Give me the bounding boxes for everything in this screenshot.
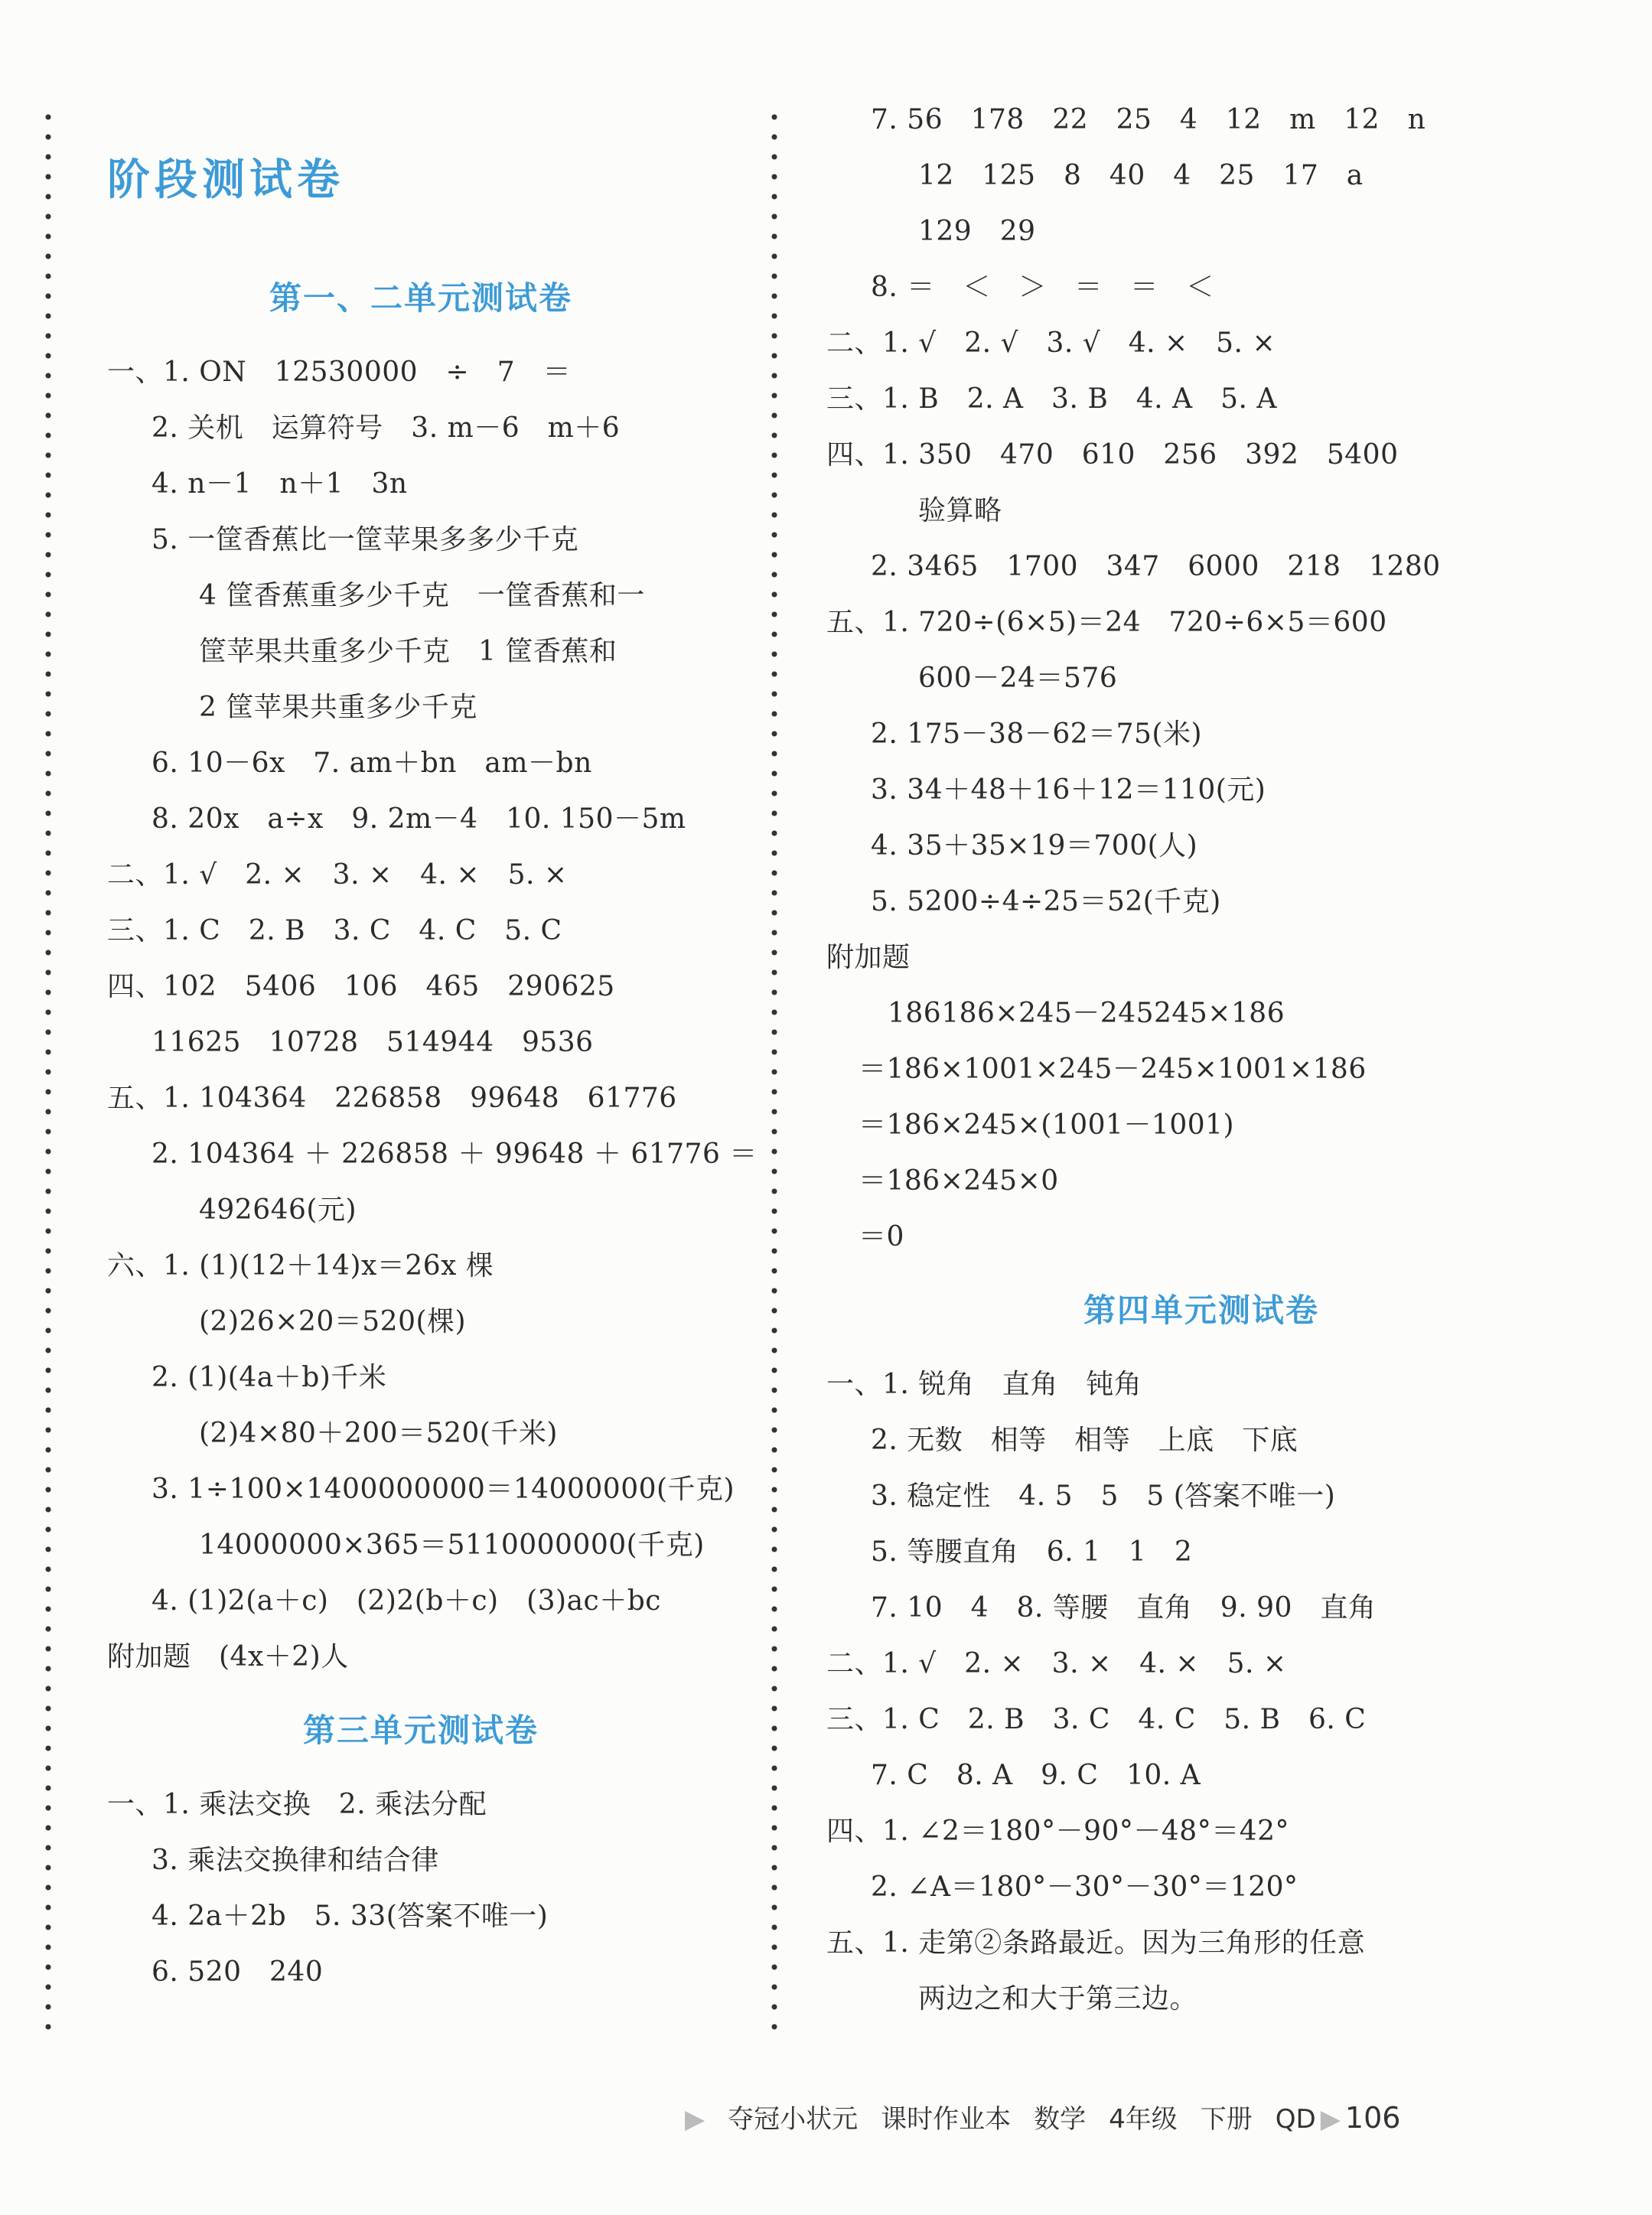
answer-line: 附加题 (4x＋2)人 <box>107 1641 349 1673</box>
answer-line: 两边之和大于第三边。 <box>918 1983 1198 2015</box>
left-binding-dots <box>43 107 54 2043</box>
answer-line: 2. ∠A＝180°－30°－30°＝120° <box>871 1871 1298 1903</box>
answer-line: 6. 10－6x 7. am＋bn am－bn <box>152 748 592 779</box>
answer-line: 3. 1÷100×1400000000＝14000000(千克) <box>152 1474 735 1505</box>
answer-line: 4. n－1 n＋1 3n <box>152 468 408 500</box>
answer-line: 二、1. √ 2. × 3. × 4. × 5. × <box>107 859 568 891</box>
answer-line: 2. 3465 1700 347 6000 218 1280 <box>871 551 1441 582</box>
answer-line: 一、1. ON 12530000 ÷ 7 ＝ <box>107 357 572 388</box>
answer-line: 2 筐苹果共重多少千克 <box>199 692 477 723</box>
answer-line: 验算略 <box>918 495 1002 526</box>
answer-line: 四、1. 350 470 610 256 392 5400 <box>826 439 1399 471</box>
page-title: 阶段测试卷 <box>107 155 344 205</box>
answer-line: ＝186×245×(1001－1001) <box>859 1109 1235 1141</box>
answer-line: ＝186×1001×245－245×1001×186 <box>859 1054 1367 1085</box>
answer-line: 7. 10 4 8. 等腰 直角 9. 90 直角 <box>871 1592 1377 1624</box>
answer-line: 4. (1)2(a＋c) (2)2(b＋c) (3)ac＋bc <box>152 1585 661 1617</box>
answer-line: 2. 无数 相等 相等 上底 下底 <box>871 1425 1298 1456</box>
answer-line: 三、1. C 2. B 3. C 4. C 5. C <box>107 915 562 946</box>
answer-line: ＝186×245×0 <box>859 1165 1059 1197</box>
left-column <box>107 138 758 2000</box>
answer-line: 7. 56 178 22 25 4 12 m 12 n <box>871 104 1426 135</box>
answer-line: 5. 一筐香蕉比一筐苹果多多少千克 <box>152 524 579 555</box>
answer-line: 二、1. √ 2. × 3. × 4. × 5. × <box>826 1648 1287 1679</box>
middle-binding-dots <box>769 107 780 2043</box>
arrow-icon: ▶ <box>685 2104 705 2135</box>
section-title-unit-3: 第三单元测试卷 <box>302 1712 539 1749</box>
footer-book: 课时作业本 <box>881 2104 1012 2135</box>
answer-line: 2. 104364 ＋ 226858 ＋ 99648 ＋ 61776 ＝ <box>152 1138 758 1170</box>
bonus-label: 附加题 <box>826 942 911 973</box>
footer-volume: 下册 <box>1200 2104 1253 2135</box>
answer-line: 六、1. (1)(12＋14)x＝26x 棵 <box>107 1250 494 1282</box>
answer-line: 五、1. 720÷(6×5)＝24 720÷6×5＝600 <box>826 607 1387 638</box>
arrow-icon: ▶ <box>1320 2104 1341 2135</box>
answer-line: 186186×245－245245×186 <box>888 998 1285 1029</box>
footer-grade: 4年级 <box>1109 2104 1178 2135</box>
answer-line: 2. 175－38－62＝75(米) <box>871 718 1203 750</box>
answer-line: 3. 乘法交换律和结合律 <box>152 1845 439 1876</box>
answer-line: 2. (1)(4a＋b)千米 <box>152 1362 387 1393</box>
answer-line: ＝0 <box>859 1221 904 1252</box>
answer-line: 4 筐香蕉重多少千克 一筐香蕉和一 <box>199 580 645 611</box>
footer-edition: QD <box>1275 2104 1316 2135</box>
answer-line: 筐苹果共重多少千克 1 筐香蕉和 <box>199 636 617 667</box>
answer-line: 129 29 <box>918 216 1036 247</box>
answer-line: (2)26×20＝520(棵) <box>199 1306 467 1337</box>
page-number: 106 <box>1344 2101 1401 2135</box>
right-column <box>826 92 1576 2027</box>
answer-line: 492646(元) <box>199 1194 357 1226</box>
answer-line: 四、1. ∠2＝180°－90°－48°＝42° <box>826 1816 1289 1847</box>
answer-line: 3. 稳定性 4. 5 5 5 (答案不唯一) <box>871 1480 1336 1512</box>
answer-line: 4. 2a＋2b 5. 33(答案不唯一) <box>152 1901 549 1932</box>
answer-line: 一、1. 乘法交换 2. 乘法分配 <box>107 1789 487 1820</box>
answer-line: 8. ＝ ＜ ＞ ＝ ＝ ＜ <box>871 272 1214 303</box>
answer-line: 一、1. 锐角 直角 钝角 <box>826 1369 1142 1400</box>
footer-subject: 数学 <box>1034 2104 1087 2135</box>
answer-line: 12 125 8 40 4 25 17 a <box>918 160 1364 191</box>
answer-line: 14000000×365＝5110000000(千克) <box>199 1529 705 1561</box>
footer-series: 夺冠小状元 <box>728 2104 859 2135</box>
answer-line: 5. 等腰直角 6. 1 1 2 <box>871 1536 1193 1568</box>
section-title-unit-1-2: 第一、二单元测试卷 <box>269 279 572 317</box>
answer-line: 6. 520 240 <box>152 1956 324 1988</box>
answer-line: 二、1. √ 2. √ 3. √ 4. × 5. × <box>826 327 1276 359</box>
answer-line: (2)4×80＋200＝520(千米) <box>199 1418 558 1449</box>
answer-line: 3. 34＋48＋16＋12＝110(元) <box>871 774 1266 806</box>
answer-line: 四、102 5406 106 465 290625 <box>107 971 615 1002</box>
answer-line: 5. 5200÷4÷25＝52(千克) <box>871 886 1221 917</box>
answer-line: 2. 关机 运算符号 3. m－6 m＋6 <box>152 412 621 444</box>
answer-line: 五、1. 104364 226858 99648 61776 <box>107 1083 677 1114</box>
answer-line: 五、1. 走第②条路最近。因为三角形的任意 <box>826 1927 1366 1959</box>
answer-line: 三、1. C 2. B 3. C 4. C 5. B 6. C <box>826 1704 1367 1735</box>
answer-line: 三、1. B 2. A 3. B 4. A 5. A <box>826 383 1277 415</box>
answer-line: 4. 35＋35×19＝700(人) <box>871 830 1198 862</box>
answer-line: 600－24＝576 <box>918 663 1118 694</box>
answer-line: 11625 10728 514944 9536 <box>152 1027 594 1058</box>
answer-line: 8. 20x a÷x 9. 2m－4 10. 150－5m <box>152 803 686 835</box>
page-footer <box>685 2098 1423 2135</box>
section-title-unit-4: 第四单元测试卷 <box>1083 1292 1319 1329</box>
answer-line: 7. C 8. A 9. C 10. A <box>871 1760 1201 1791</box>
